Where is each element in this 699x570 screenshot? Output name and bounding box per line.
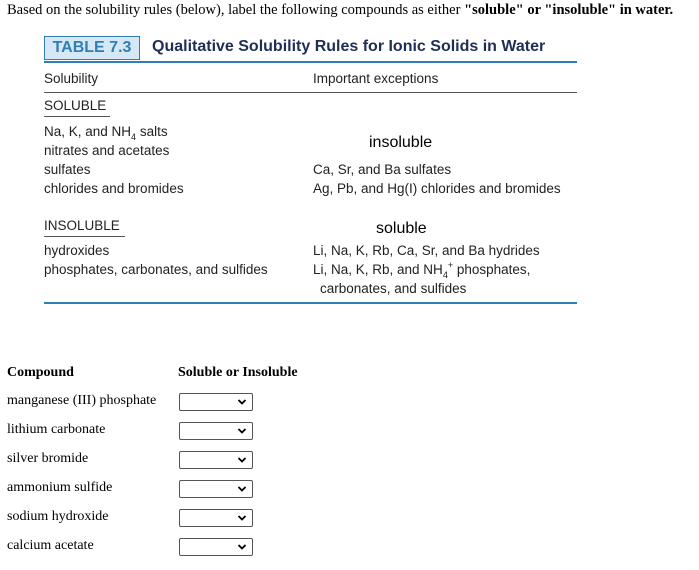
- header-rule: [44, 92, 577, 93]
- nh4-subscript-2: 4: [442, 270, 448, 280]
- instructions-prefix: Based on the solubility rules (below), label the following compounds as either: [7, 2, 465, 18]
- insoluble-exceptions-answer: soluble: [376, 220, 427, 237]
- instructions-suffix: in water.: [616, 2, 674, 18]
- soluble-heading-underline: [44, 116, 110, 117]
- nh4-superscript: +: [447, 260, 454, 270]
- compound-label-3: silver bromide: [7, 451, 89, 466]
- insoluble-heading-underline: [44, 236, 125, 237]
- chevron-down-icon: [237, 397, 247, 407]
- soluble-heading: SOLUBLE: [44, 98, 107, 113]
- table-caption: [44, 36, 577, 62]
- chevron-down-icon: [237, 513, 247, 523]
- instructions-soluble: "soluble": [464, 2, 524, 18]
- table-number: TABLE 7.3: [44, 36, 140, 60]
- insoluble-row-hydroxides: hydroxides: [44, 243, 110, 258]
- chevron-down-icon: [237, 455, 247, 465]
- solubility-select-6[interactable]: [179, 538, 253, 556]
- solubility-select-3[interactable]: [179, 451, 253, 469]
- compound-label-4: ammonium sulfide: [7, 480, 113, 495]
- table-title: Qualitative Solubility Rules for Ionic Solids in Water: [152, 38, 546, 55]
- soluble-row-chlorides: chlorides and bromides: [44, 181, 184, 196]
- insoluble-heading: INSOLUBLE: [44, 218, 120, 233]
- exception-chlorides: Ag, Pb, and Hg(I) chlorides and bromides: [313, 181, 561, 196]
- nh4-subscript: 4: [131, 132, 137, 142]
- compound-label-2: lithium carbonate: [7, 422, 106, 437]
- col-header-exceptions: Important exceptions: [313, 71, 439, 86]
- solubility-select-1[interactable]: [179, 393, 253, 411]
- exception-hydrides: Li, Na, K, Rb, Ca, Sr, and Ba hydrides: [313, 243, 540, 258]
- soluble-row-nitrates: nitrates and acetates: [44, 143, 170, 158]
- solubility-select-5[interactable]: [179, 509, 253, 527]
- compound-label-6: calcium acetate: [7, 538, 94, 553]
- soluble-row-sulfates: sulfates: [44, 162, 91, 177]
- compound-label-1: manganese (III) phosphate: [7, 393, 157, 408]
- insoluble-row-phosphates: phosphates, carbonates, and sulfides: [44, 262, 268, 277]
- exception-sulfates: Ca, Sr, and Ba sulfates: [313, 162, 452, 177]
- chevron-down-icon: [237, 542, 247, 552]
- instructions-or: or: [523, 2, 545, 18]
- solubility-select-4[interactable]: [179, 480, 253, 498]
- exception-carbonates: carbonates, and sulfides: [320, 281, 467, 296]
- soluble-row-salts-suffix: salts: [136, 124, 168, 139]
- soluble-row-salts: [44, 122, 168, 143]
- soluble-row-salts-prefix: Na, K, and NH: [44, 124, 132, 139]
- compound-label-5: sodium hydroxide: [7, 509, 109, 524]
- table-bottom-rule: [44, 302, 577, 304]
- status-column-header: Soluble or Insoluble: [178, 365, 298, 380]
- chevron-down-icon: [237, 426, 247, 436]
- instructions: [7, 2, 673, 19]
- exception-phosphates-prefix: Li, Na, K, Rb, and NH: [313, 262, 443, 277]
- exception-phosphates: [313, 260, 530, 281]
- solubility-select-2[interactable]: [179, 422, 253, 440]
- exception-phosphates-suffix: phosphates,: [453, 262, 531, 277]
- table-top-rule: [44, 61, 577, 63]
- chevron-down-icon: [237, 484, 247, 494]
- soluble-exceptions-answer: insoluble: [369, 134, 433, 151]
- compound-column-header: Compound: [7, 365, 74, 380]
- solubility-rules-table: [44, 36, 577, 296]
- col-header-solubility: Solubility: [44, 71, 99, 86]
- instructions-insoluble: "insoluble": [544, 2, 617, 18]
